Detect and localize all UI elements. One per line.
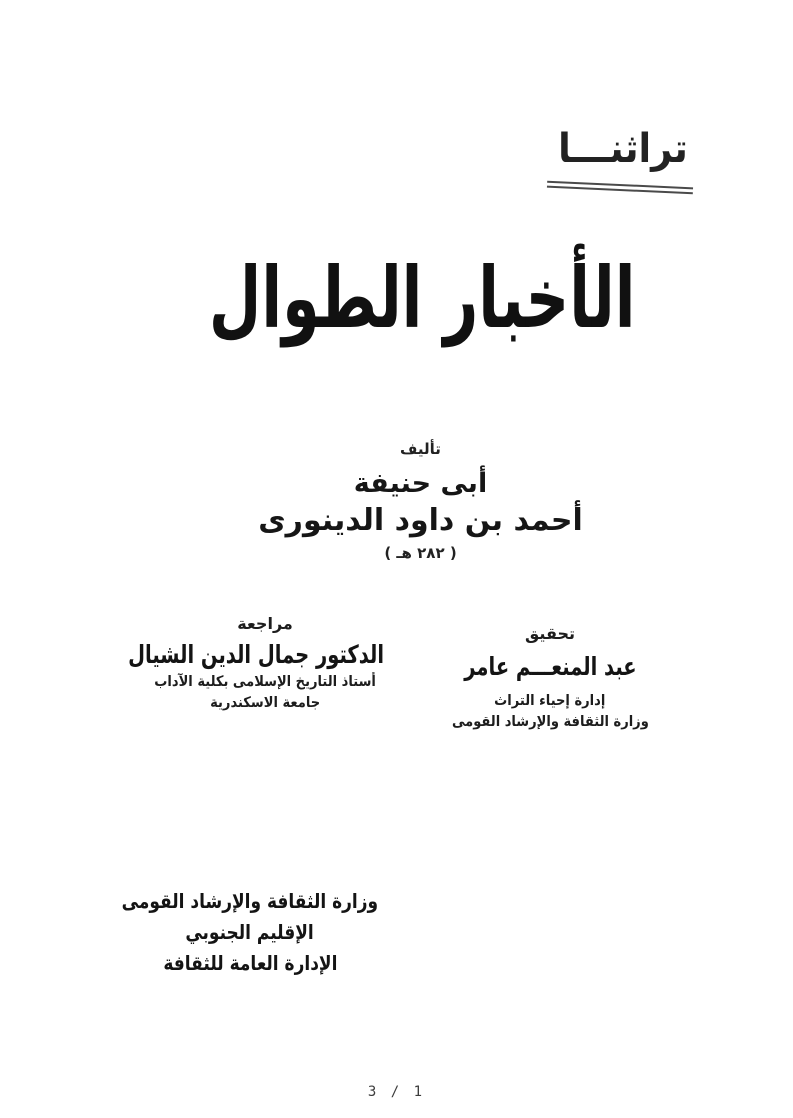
editor-name: عبد المنعـــم عامر xyxy=(463,652,637,681)
reviewer-section xyxy=(110,614,420,711)
editor-affiliation-2: وزارة الثقافة والإرشاد القومى xyxy=(451,714,649,730)
editor-affiliation-1: إدارة إحياء التراث xyxy=(494,693,606,709)
editor-label: تحقيق xyxy=(524,624,575,643)
byline-block xyxy=(24,440,793,562)
editor-section xyxy=(425,624,675,730)
author-death-year: ( ٢٨٢ هـ ) xyxy=(384,544,457,562)
publisher-line-2: الإقليم الجنوبي xyxy=(185,920,315,944)
author-kunya: أبى حنيفة xyxy=(353,468,488,499)
reviewer-label: مراجعة xyxy=(237,614,293,633)
publisher-line-3: الإدارة العامة للثقافة xyxy=(162,951,338,975)
series-heading: تراثنـــا xyxy=(558,126,688,172)
reviewer-affiliation-2: جامعة الاسكندرية xyxy=(209,695,321,711)
author-name: أحمد بن داود الدينورى xyxy=(258,503,583,538)
publisher-block xyxy=(95,886,405,979)
publisher-line-1: وزارة الثقافة والإرشاد القومى xyxy=(121,889,379,913)
book-title xyxy=(26,248,793,349)
reviewer-name: الدكتور جمال الدين الشيال xyxy=(127,640,384,669)
series-underline-rule xyxy=(547,181,693,195)
page-indicator: 1 / 3 xyxy=(367,1084,426,1100)
book-title-text: الأخبار الطوال xyxy=(209,249,636,347)
reviewer-affiliation-1: أستاذ التاريخ الإسلامى بكلية الآداب xyxy=(154,674,376,690)
byline-label: تأليف xyxy=(400,440,441,458)
